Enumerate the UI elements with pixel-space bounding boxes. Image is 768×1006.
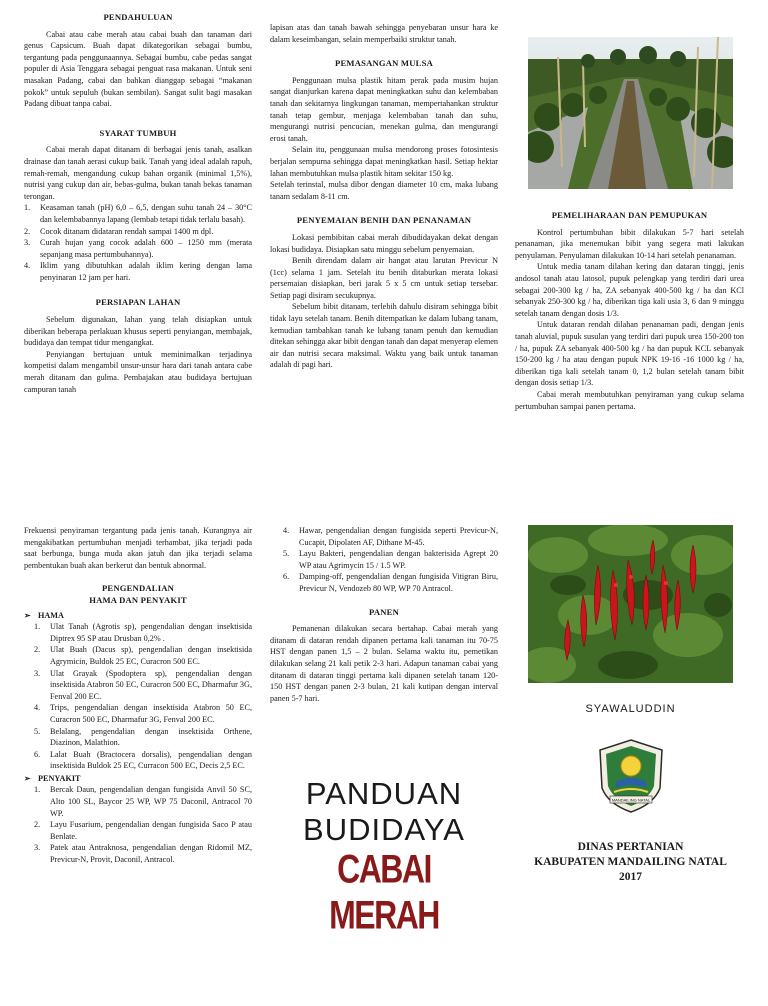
penyakit-subheading: ➢ PENYAKIT	[24, 773, 81, 783]
list-item: 2. Cocok ditanam didataran rendah sampai 1400 m dpl.	[24, 226, 214, 236]
org-line-2: KABUPATEN MANDAILING NATAL	[534, 856, 727, 868]
panen-text: Pemanenan dilakukan secara bertahap. Cabai merah yang ditanam di dataran rendah dipanen pertama kali tanaman itu 70-75 HST dengan panen 1,5 – 2 bulan. Selama waktu itu, pemetikan dilakukan selang 21 kali petik 2-3 hari. Adapun tanaman cabai yang ditanam di dataran tinggi pertama kali dipanen setelah tanam 120-150 HST dengan panen 2-3 bulan, 21 kali kutipan dengan interval panen 5-7 hari.	[270, 624, 498, 703]
continued-text: lapisan atas dan tanah bawah sehingga penyebaran unsur hara ke dalam keseimbangan, selain memperbaiki struktur tanah.	[270, 23, 498, 44]
field-photo-svg	[528, 37, 733, 189]
author-name: SYAWALUDDIN	[585, 703, 676, 715]
pemeliharaan-text-4: Cabai merah membutuhkan penyiraman yang cukup selama pertumbuhan sampai panen pertama.	[515, 389, 744, 411]
penyakit-list	[24, 784, 252, 865]
chili-field-photo	[528, 37, 733, 189]
penyemaian-text-1: Lokasi pembibitan cabai merah dibudidayakan dekat dengan lokasi budidaya. Disiapkan satu minggu sebelum penyemaian.	[270, 232, 498, 254]
list-item: 1. Bercak Daun, pengendalian dengan fungisida Anvil 50 SC, Alto 100 SL, Baycor 25 WP, WP 75 Daconil, Antracol 70 WP.	[34, 785, 252, 818]
hama-list	[24, 621, 252, 772]
list-item: 2. Ulat Buah (Dacus sp), pengendalian dengan insektisida Agrymicin, Buldok 25 EC, Curacron 500 EC.	[34, 645, 252, 666]
org-line-1: DINAS PERTANIAN	[577, 841, 684, 853]
panel-pendahuluan	[24, 12, 252, 395]
chili-photo-svg	[528, 525, 733, 683]
list-item: 1. Keasaman tanah (pH) 6,0 – 6,5, dengan suhu tanah 24 – 30°C dan kelembabannya lapang (lembab tetapi tidak terlalu basah).	[24, 203, 252, 224]
penyemaian-text-2: Benih direndam dalam air hangat atau larutan Previcur N (1cc) selama 1 jam. Setelah itu benih ditaburkan merata lokasi persemaian disiapkan, beri jarak 5 x 5 cm untuk setiap tersebar. Setiap pagi disiram secukupnya.	[270, 256, 498, 300]
regency-logo	[596, 738, 666, 814]
arrow-bullet-icon: ➢	[24, 610, 31, 620]
pendahuluan-heading: PENDAHULUAN	[103, 12, 173, 22]
logo-banner-text: MANDAILING NATAL	[611, 797, 651, 803]
publication-year: 2017	[619, 871, 642, 883]
list-item: 4. Iklim yang dibutuhkan adalah iklim kering dengan lama penyinaran 12 jam per hari.	[24, 261, 252, 282]
panel-pengendalian	[24, 525, 252, 866]
list-item: 4. Trips, pengendalian dengan insektisida Atabron 50 EC, Curacron 500 EC, Dharmafur 3G, Fenval 200 EC.	[34, 703, 252, 724]
penyemaian-text-3: Sebelum bibit ditanam, terlebih dahulu disiram sehingga bibit tidak layu setelah tanam. Benih ditempatkan ke dalam lubang tanam, kemudian tambahkan tanah ke lubang tanam penuh dan kemudian ditekan sehingga akar bibit dengan tanah dan dapat menyerap elemen air dan nutrisi secara maksimal. Waktu yang baik untuk tanaman adalah di pagi hari.	[270, 302, 498, 370]
syarat-list	[24, 202, 252, 283]
panel-mulsa	[270, 22, 498, 371]
list-item: 6. Lalat Buah (Bractocera dorsalis), pengendalian dengan insektisida Buldok 25 EC, Curracon 500 EC, Decis 2,5 EC.	[34, 749, 252, 771]
mulsa-heading: PEMASANGAN MULSA	[335, 58, 433, 69]
list-item: 5. Layu Bakteri, pengendalian dengan bakterisida Agrept 20 WP atau Agrimycin 15 / 1.5 WP.	[283, 549, 498, 570]
list-item: 2. Layu Fusarium, pengendalian dengan fungisida Saco P atau Benlate.	[34, 820, 252, 841]
syarat-tumbuh-heading: SYARAT TUMBUH	[99, 127, 177, 138]
list-item: 3. Patek atau Antraknosa, pengendalian dengan Ridomil MZ, Previcur-N, Provit, Daconil, Antracol.	[34, 843, 252, 865]
list-item: 6. Damping-off, pengendalian dengan fungisida Vitigran Biru, Previcur N, Vendozeb 80 WP, WP 70 Antracol.	[283, 572, 498, 593]
pengendalian-heading: PENGENDALIAN	[101, 583, 175, 594]
hama-penyakit-heading: HAMA DAN PENYAKIT	[89, 594, 187, 605]
syarat-tumbuh-text: Cabai merah dapat ditanam di berbagai jenis tanah, asalkan drainase dan tanah aerasi cukup baik. Tanah yang ideal adalah rapuh, remah-remah, mengandung cukup bahan organik (minimal 1,5%), nutrisi yang cukup dan air, bebas-gulma, bukan tanah bekas tanaman terongan.	[24, 145, 252, 201]
list-item: 5. Belalang, pengendalian dengan insektisida Orthene, Diazinon, Malathion.	[34, 726, 252, 748]
hama-subheading: ➢ HAMA	[24, 610, 64, 620]
panel-pemeliharaan	[515, 210, 744, 412]
list-item: 3. Ulat Grayak (Spodoptera sp), pengendalian dengan insektisida Atabron 50 EC, Curacron 500 EC, Dharmafur 3G, Fenval 200 EC.	[34, 668, 252, 701]
mulsa-text-3: Setelah terinstal, mulsa dibor dengan diameter 10 cm, maka lubang tanam sedalam 8-11 cm.	[270, 180, 498, 201]
persiapan-text-2: Penyiangan bertujuan untuk meminimalkan terjadinya kompetisi dalam mengambil unsur-unsur hara dari tanah antara cabe merah ditanam dan gulma. Pembajakan atau budidaya bertujuan campuran tanah	[24, 349, 252, 394]
brochure-title-line-3: CABAI MERAH	[329, 846, 439, 938]
persiapan-heading: PERSIAPAN LAHAN	[95, 297, 181, 308]
regency-crest-icon	[596, 738, 666, 814]
brochure-title-line-2: BUDIDAYA	[303, 812, 465, 847]
panen-heading: PANEN	[369, 606, 399, 617]
frekuensi-text: Frekuensi penyiraman tergantung pada jenis tanah. Kurangnya air mengakibatkan pertumbuhan menjadi terhambat, jika terjadi pada saat berbunga, bunga muda akan jatuh dan jika terjadi selama pembentukan buah akan berkerut dan bentuk abnormal.	[24, 526, 252, 570]
persiapan-text-1: Sebelum digunakan, lahan yang telah disiapkan untuk diberikan beberapa perlakuan khusus seperti penyiangan, membajak, budidaya dan tempat tidur mengangkat.	[24, 315, 252, 348]
brochure-title-line-1: PANDUAN	[305, 776, 463, 811]
mulsa-text-1: Penggunaan mulsa plastik hitam perak pada musim hujan sangat dianjurkan karena dapat meningkatkan suhu dan kelembaban tanah dan sekitarnya lingkungan tanaman, mempertahankan struktur tanah tetap gembur, menjaga kelembaban tanah dan suhu, mengurangi nutrisi pencucian, menekan gulma, dan mengurangi erosi tanah.	[270, 75, 498, 143]
pemeliharaan-text-2: Untuk media tanam dilahan kering dan dataran tinggi, jenis andosol tanah atau latosol, pupuk pelengkap yang terdiri dari urea sebagai 200-300 kg / ha, ZA sebanyak 400-500 kg / ha dan KCl sebanyak 250-300 kg / ha, diberikan tiga kali usia 3, 6 dan 9 minggu setelah tanam dengan dosis 1/3.	[515, 262, 744, 318]
arrow-bullet-icon: ➢	[24, 773, 31, 783]
penyakit-list-continued	[270, 525, 498, 595]
list-item: 1. Ulat Tanah (Agrotis sp), pengendalian dengan insektisida Diptrex 95 SP atau Drusban 0,2% .	[34, 622, 252, 643]
red-chili-photo	[528, 525, 733, 683]
pemeliharaan-text-3: Untuk dataran rendah dilahan penanaman padi, dengan jenis tanah aluvial, pupuk susulan yang terdiri dari pupuk urea 150-200 ton / ha, pupuk ZA sebanyak 400-500 kg / ha dan pupuk KCL sebanyak 150-200 kg / ha atau dengan pupuk NPK 19-16 -16 1000 kg / ha, diberikan tiga kali setelah tanam 0, 1,2 bulan setelah tanam bibit dengan dosis setiap 1/3.	[515, 320, 744, 388]
list-item: 4. Hawar, pengendalian dengan fungisida seperti Previcur-N, Cucapit, Dipolaten AF, Dithane M-45.	[283, 526, 498, 547]
mulsa-text-2: Selain itu, penggunaan mulsa mendorong proses fotosintesis berjalan sempurna sehingga dapat meningkatkan hasil. Setiap hektar lahan membutuhkan mulsa plastik hitam sekitar 150 kg.	[270, 145, 498, 178]
organization-block	[516, 840, 745, 885]
penyemaian-heading: PENYEMAIAN BENIH DAN PENANAMAN	[296, 215, 472, 226]
pendahuluan-text: Cabai atau cabe merah atau cabai buah dan tanaman dari genus Capsicum. Buah dapat dikategorikan sebagai bumbu, tergantung pada penggunaannya. Sebagai bumbu, cabe pedas sangat populer di Asia Tenggara sebagai penguat rasa makanan. Untuk seni masakan Padang, cabai dan bahkan dianggap sebagai “makanan pokok” untuk sepuluh (bukan sembilan). Sangat sulit bagi masakan Padang dibuat tanpa cabai.	[24, 29, 252, 109]
panel-panen	[270, 525, 498, 704]
pemeliharaan-text-1: Kontrol pertumbuhan bibit dilakukan 5-7 hari setelah penanaman, jika menemukan bibit yang segera mati lakukan penyulaman. Penyulaman dilakukan 10-14 hari setelah penanaman.	[515, 227, 744, 260]
pemeliharaan-heading: PEMELIHARAAN DAN PEMUPUKAN	[551, 210, 708, 220]
list-item: 3. Curah hujan yang cocok adalah 600 – 1250 mm (merata sepanjang masa pertumbuhannya).	[24, 238, 252, 259]
